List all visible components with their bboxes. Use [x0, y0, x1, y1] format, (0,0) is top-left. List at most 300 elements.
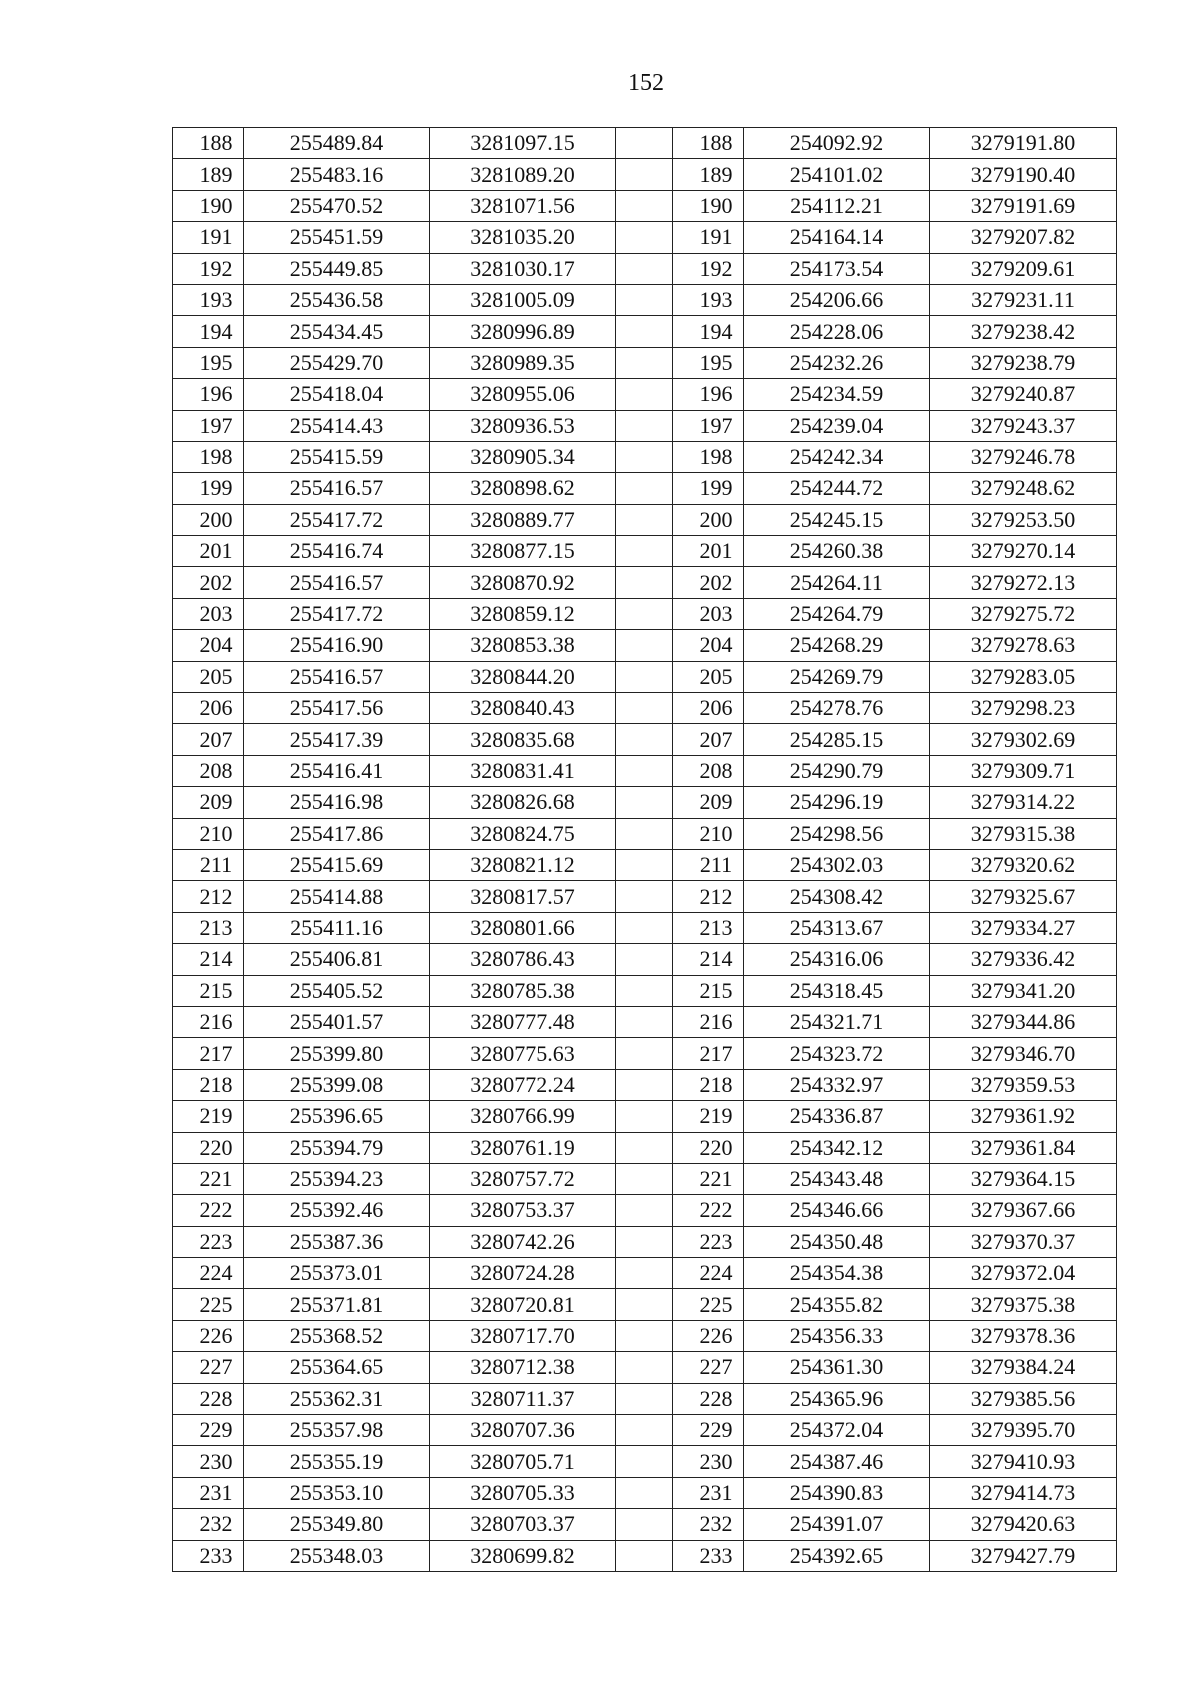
- right-y-coordinate: 3279272.13: [930, 567, 1117, 598]
- left-x-coordinate: 255451.59: [244, 222, 430, 253]
- table-row: [173, 253, 1117, 284]
- left-y-coordinate: 3280786.43: [430, 944, 616, 975]
- right-x-coordinate: 254361.30: [744, 1352, 930, 1383]
- right-y-coordinate: 3279315.38: [930, 818, 1117, 849]
- right-x-coordinate: 254387.46: [744, 1446, 930, 1477]
- left-y-coordinate: 3280753.37: [430, 1195, 616, 1226]
- right-x-coordinate: 254232.26: [744, 347, 930, 378]
- left-point-number: 225: [173, 1289, 244, 1320]
- left-y-coordinate: 3280889.77: [430, 504, 616, 535]
- left-x-coordinate: 255416.41: [244, 755, 430, 786]
- right-y-coordinate: 3279309.71: [930, 755, 1117, 786]
- left-x-coordinate: 255417.72: [244, 504, 430, 535]
- table-row: [173, 881, 1117, 912]
- left-x-coordinate: 255416.74: [244, 536, 430, 567]
- right-x-coordinate: 254239.04: [744, 410, 930, 441]
- right-point-number: 211: [673, 849, 744, 880]
- left-x-coordinate: 255353.10: [244, 1477, 430, 1508]
- coordinates-table-body: [173, 128, 1117, 1572]
- left-x-coordinate: 255417.86: [244, 818, 430, 849]
- right-point-number: 232: [673, 1509, 744, 1540]
- right-x-coordinate: 254355.82: [744, 1289, 930, 1320]
- left-point-number: 220: [173, 1132, 244, 1163]
- table-row: [173, 1069, 1117, 1100]
- left-point-number: 200: [173, 504, 244, 535]
- spacer-cell: [616, 536, 673, 567]
- table-row: [173, 1006, 1117, 1037]
- left-x-coordinate: 255399.08: [244, 1069, 430, 1100]
- left-x-coordinate: 255418.04: [244, 379, 430, 410]
- right-point-number: 221: [673, 1163, 744, 1194]
- right-y-coordinate: 3279248.62: [930, 473, 1117, 504]
- table-row: [173, 1320, 1117, 1351]
- right-x-coordinate: 254308.42: [744, 881, 930, 912]
- right-x-coordinate: 254354.38: [744, 1258, 930, 1289]
- right-y-coordinate: 3279410.93: [930, 1446, 1117, 1477]
- left-y-coordinate: 3280766.99: [430, 1101, 616, 1132]
- spacer-cell: [616, 222, 673, 253]
- spacer-cell: [616, 755, 673, 786]
- right-x-coordinate: 254343.48: [744, 1163, 930, 1194]
- spacer-cell: [616, 1069, 673, 1100]
- right-x-coordinate: 254285.15: [744, 724, 930, 755]
- spacer-cell: [616, 159, 673, 190]
- left-y-coordinate: 3280707.36: [430, 1415, 616, 1446]
- spacer-cell: [616, 128, 673, 159]
- left-point-number: 232: [173, 1509, 244, 1540]
- left-x-coordinate: 255399.80: [244, 1038, 430, 1069]
- right-y-coordinate: 3279334.27: [930, 912, 1117, 943]
- right-point-number: 189: [673, 159, 744, 190]
- right-x-coordinate: 254101.02: [744, 159, 930, 190]
- right-y-coordinate: 3279361.84: [930, 1132, 1117, 1163]
- right-point-number: 207: [673, 724, 744, 755]
- right-point-number: 217: [673, 1038, 744, 1069]
- right-y-coordinate: 3279240.87: [930, 379, 1117, 410]
- table-row: [173, 693, 1117, 724]
- left-y-coordinate: 3281005.09: [430, 284, 616, 315]
- right-point-number: 190: [673, 190, 744, 221]
- right-y-coordinate: 3279278.63: [930, 630, 1117, 661]
- right-x-coordinate: 254318.45: [744, 975, 930, 1006]
- right-x-coordinate: 254092.92: [744, 128, 930, 159]
- right-point-number: 203: [673, 598, 744, 629]
- right-y-coordinate: 3279302.69: [930, 724, 1117, 755]
- right-x-coordinate: 254290.79: [744, 755, 930, 786]
- spacer-cell: [616, 849, 673, 880]
- right-y-coordinate: 3279238.42: [930, 316, 1117, 347]
- left-x-coordinate: 255414.43: [244, 410, 430, 441]
- right-y-coordinate: 3279253.50: [930, 504, 1117, 535]
- right-y-coordinate: 3279372.04: [930, 1258, 1117, 1289]
- right-y-coordinate: 3279275.72: [930, 598, 1117, 629]
- right-x-coordinate: 254228.06: [744, 316, 930, 347]
- left-point-number: 223: [173, 1226, 244, 1257]
- left-y-coordinate: 3280835.68: [430, 724, 616, 755]
- left-point-number: 226: [173, 1320, 244, 1351]
- left-point-number: 230: [173, 1446, 244, 1477]
- right-x-coordinate: 254313.67: [744, 912, 930, 943]
- left-point-number: 188: [173, 128, 244, 159]
- left-point-number: 209: [173, 787, 244, 818]
- left-x-coordinate: 255355.19: [244, 1446, 430, 1477]
- right-point-number: 219: [673, 1101, 744, 1132]
- left-point-number: 199: [173, 473, 244, 504]
- right-point-number: 228: [673, 1383, 744, 1414]
- right-point-number: 215: [673, 975, 744, 1006]
- spacer-cell: [616, 944, 673, 975]
- right-x-coordinate: 254260.38: [744, 536, 930, 567]
- right-x-coordinate: 254173.54: [744, 253, 930, 284]
- left-x-coordinate: 255417.39: [244, 724, 430, 755]
- left-y-coordinate: 3280711.37: [430, 1383, 616, 1414]
- left-x-coordinate: 255416.90: [244, 630, 430, 661]
- left-y-coordinate: 3280870.92: [430, 567, 616, 598]
- left-point-number: 202: [173, 567, 244, 598]
- spacer-cell: [616, 1195, 673, 1226]
- left-point-number: 229: [173, 1415, 244, 1446]
- left-y-coordinate: 3280772.24: [430, 1069, 616, 1100]
- table-row: [173, 755, 1117, 786]
- right-point-number: 195: [673, 347, 744, 378]
- left-x-coordinate: 255417.56: [244, 693, 430, 724]
- spacer-cell: [616, 1446, 673, 1477]
- table-row: [173, 630, 1117, 661]
- right-point-number: 220: [673, 1132, 744, 1163]
- table-row: [173, 598, 1117, 629]
- left-point-number: 192: [173, 253, 244, 284]
- right-point-number: 225: [673, 1289, 744, 1320]
- right-y-coordinate: 3279325.67: [930, 881, 1117, 912]
- right-point-number: 198: [673, 441, 744, 472]
- left-point-number: 205: [173, 661, 244, 692]
- spacer-cell: [616, 1352, 673, 1383]
- right-point-number: 229: [673, 1415, 744, 1446]
- right-point-number: 223: [673, 1226, 744, 1257]
- table-row: [173, 975, 1117, 1006]
- left-point-number: 191: [173, 222, 244, 253]
- right-point-number: 192: [673, 253, 744, 284]
- table-row: [173, 410, 1117, 441]
- right-x-coordinate: 254356.33: [744, 1320, 930, 1351]
- table-row: [173, 1132, 1117, 1163]
- right-y-coordinate: 3279378.36: [930, 1320, 1117, 1351]
- right-y-coordinate: 3279336.42: [930, 944, 1117, 975]
- right-x-coordinate: 254350.48: [744, 1226, 930, 1257]
- right-y-coordinate: 3279427.79: [930, 1540, 1117, 1571]
- right-point-number: 204: [673, 630, 744, 661]
- left-y-coordinate: 3280775.63: [430, 1038, 616, 1069]
- spacer-cell: [616, 1101, 673, 1132]
- left-y-coordinate: 3281030.17: [430, 253, 616, 284]
- right-x-coordinate: 254332.97: [744, 1069, 930, 1100]
- table-row: [173, 818, 1117, 849]
- left-y-coordinate: 3280761.19: [430, 1132, 616, 1163]
- left-x-coordinate: 255349.80: [244, 1509, 430, 1540]
- spacer-cell: [616, 693, 673, 724]
- left-y-coordinate: 3281097.15: [430, 128, 616, 159]
- left-point-number: 204: [173, 630, 244, 661]
- spacer-cell: [616, 1258, 673, 1289]
- left-x-coordinate: 255489.84: [244, 128, 430, 159]
- table-row: [173, 1163, 1117, 1194]
- right-x-coordinate: 254242.34: [744, 441, 930, 472]
- left-x-coordinate: 255392.46: [244, 1195, 430, 1226]
- right-x-coordinate: 254245.15: [744, 504, 930, 535]
- left-point-number: 227: [173, 1352, 244, 1383]
- left-x-coordinate: 255416.57: [244, 473, 430, 504]
- right-x-coordinate: 254342.12: [744, 1132, 930, 1163]
- right-y-coordinate: 3279395.70: [930, 1415, 1117, 1446]
- left-x-coordinate: 255373.01: [244, 1258, 430, 1289]
- spacer-cell: [616, 661, 673, 692]
- right-point-number: 222: [673, 1195, 744, 1226]
- right-x-coordinate: 254392.65: [744, 1540, 930, 1571]
- left-point-number: 212: [173, 881, 244, 912]
- table-row: [173, 787, 1117, 818]
- left-point-number: 207: [173, 724, 244, 755]
- left-point-number: 195: [173, 347, 244, 378]
- right-x-coordinate: 254244.72: [744, 473, 930, 504]
- spacer-cell: [616, 567, 673, 598]
- spacer-cell: [616, 1477, 673, 1508]
- spacer-cell: [616, 1415, 673, 1446]
- right-y-coordinate: 3279346.70: [930, 1038, 1117, 1069]
- right-point-number: 213: [673, 912, 744, 943]
- left-point-number: 217: [173, 1038, 244, 1069]
- left-x-coordinate: 255401.57: [244, 1006, 430, 1037]
- table-row: [173, 316, 1117, 347]
- left-y-coordinate: 3281071.56: [430, 190, 616, 221]
- spacer-cell: [616, 975, 673, 1006]
- left-x-coordinate: 255417.72: [244, 598, 430, 629]
- right-y-coordinate: 3279191.80: [930, 128, 1117, 159]
- left-point-number: 190: [173, 190, 244, 221]
- right-x-coordinate: 254298.56: [744, 818, 930, 849]
- left-x-coordinate: 255415.59: [244, 441, 430, 472]
- right-x-coordinate: 254264.79: [744, 598, 930, 629]
- right-x-coordinate: 254206.66: [744, 284, 930, 315]
- right-y-coordinate: 3279209.61: [930, 253, 1117, 284]
- table-row: [173, 1477, 1117, 1508]
- right-point-number: 200: [673, 504, 744, 535]
- left-x-coordinate: 255411.16: [244, 912, 430, 943]
- left-y-coordinate: 3280712.38: [430, 1352, 616, 1383]
- left-point-number: 211: [173, 849, 244, 880]
- right-y-coordinate: 3279385.56: [930, 1383, 1117, 1414]
- right-point-number: 209: [673, 787, 744, 818]
- table-row: [173, 1195, 1117, 1226]
- left-y-coordinate: 3280831.41: [430, 755, 616, 786]
- right-x-coordinate: 254278.76: [744, 693, 930, 724]
- right-point-number: 196: [673, 379, 744, 410]
- left-point-number: 222: [173, 1195, 244, 1226]
- table-row: [173, 1258, 1117, 1289]
- right-x-coordinate: 254346.66: [744, 1195, 930, 1226]
- left-point-number: 208: [173, 755, 244, 786]
- spacer-cell: [616, 504, 673, 535]
- right-point-number: 197: [673, 410, 744, 441]
- right-x-coordinate: 254372.04: [744, 1415, 930, 1446]
- left-y-coordinate: 3280936.53: [430, 410, 616, 441]
- right-y-coordinate: 3279190.40: [930, 159, 1117, 190]
- left-point-number: 198: [173, 441, 244, 472]
- right-y-coordinate: 3279243.37: [930, 410, 1117, 441]
- right-x-coordinate: 254234.59: [744, 379, 930, 410]
- left-x-coordinate: 255416.57: [244, 661, 430, 692]
- spacer-cell: [616, 1289, 673, 1320]
- spacer-cell: [616, 818, 673, 849]
- left-point-number: 203: [173, 598, 244, 629]
- spacer-cell: [616, 316, 673, 347]
- left-point-number: 214: [173, 944, 244, 975]
- right-point-number: 210: [673, 818, 744, 849]
- spacer-cell: [616, 441, 673, 472]
- left-y-coordinate: 3280699.82: [430, 1540, 616, 1571]
- table-row: [173, 284, 1117, 315]
- right-y-coordinate: 3279246.78: [930, 441, 1117, 472]
- left-y-coordinate: 3280724.28: [430, 1258, 616, 1289]
- left-point-number: 206: [173, 693, 244, 724]
- left-y-coordinate: 3280720.81: [430, 1289, 616, 1320]
- spacer-cell: [616, 787, 673, 818]
- right-point-number: 191: [673, 222, 744, 253]
- left-y-coordinate: 3280859.12: [430, 598, 616, 629]
- right-point-number: 231: [673, 1477, 744, 1508]
- spacer-cell: [616, 473, 673, 504]
- table-row: [173, 1446, 1117, 1477]
- left-x-coordinate: 255364.65: [244, 1352, 430, 1383]
- right-y-coordinate: 3279283.05: [930, 661, 1117, 692]
- right-x-coordinate: 254391.07: [744, 1509, 930, 1540]
- spacer-cell: [616, 598, 673, 629]
- left-y-coordinate: 3280717.70: [430, 1320, 616, 1351]
- table-row: [173, 1415, 1117, 1446]
- right-point-number: 214: [673, 944, 744, 975]
- right-y-coordinate: 3279320.62: [930, 849, 1117, 880]
- right-point-number: 218: [673, 1069, 744, 1100]
- right-y-coordinate: 3279344.86: [930, 1006, 1117, 1037]
- right-y-coordinate: 3279384.24: [930, 1352, 1117, 1383]
- left-point-number: 201: [173, 536, 244, 567]
- table-row: [173, 724, 1117, 755]
- spacer-cell: [616, 410, 673, 441]
- right-point-number: 194: [673, 316, 744, 347]
- right-x-coordinate: 254164.14: [744, 222, 930, 253]
- spacer-cell: [616, 1320, 673, 1351]
- right-point-number: 199: [673, 473, 744, 504]
- right-y-coordinate: 3279414.73: [930, 1477, 1117, 1508]
- left-x-coordinate: 255387.36: [244, 1226, 430, 1257]
- table-row: [173, 1540, 1117, 1571]
- left-x-coordinate: 255470.52: [244, 190, 430, 221]
- table-row: [173, 912, 1117, 943]
- spacer-cell: [616, 1509, 673, 1540]
- left-y-coordinate: 3280817.57: [430, 881, 616, 912]
- right-x-coordinate: 254269.79: [744, 661, 930, 692]
- left-x-coordinate: 255414.88: [244, 881, 430, 912]
- table-row: [173, 1509, 1117, 1540]
- left-y-coordinate: 3281089.20: [430, 159, 616, 190]
- right-point-number: 208: [673, 755, 744, 786]
- left-x-coordinate: 255394.23: [244, 1163, 430, 1194]
- right-point-number: 202: [673, 567, 744, 598]
- left-y-coordinate: 3280877.15: [430, 536, 616, 567]
- spacer-cell: [616, 347, 673, 378]
- right-x-coordinate: 254112.21: [744, 190, 930, 221]
- right-point-number: 216: [673, 1006, 744, 1037]
- left-y-coordinate: 3280898.62: [430, 473, 616, 504]
- spacer-cell: [616, 912, 673, 943]
- left-point-number: 193: [173, 284, 244, 315]
- left-y-coordinate: 3280826.68: [430, 787, 616, 818]
- left-x-coordinate: 255416.57: [244, 567, 430, 598]
- spacer-cell: [616, 379, 673, 410]
- left-x-coordinate: 255394.79: [244, 1132, 430, 1163]
- page-number: 152: [628, 70, 664, 96]
- left-x-coordinate: 255406.81: [244, 944, 430, 975]
- left-point-number: 210: [173, 818, 244, 849]
- left-x-coordinate: 255483.16: [244, 159, 430, 190]
- left-x-coordinate: 255362.31: [244, 1383, 430, 1414]
- right-point-number: 188: [673, 128, 744, 159]
- left-y-coordinate: 3281035.20: [430, 222, 616, 253]
- left-x-coordinate: 255436.58: [244, 284, 430, 315]
- right-x-coordinate: 254264.11: [744, 567, 930, 598]
- left-point-number: 213: [173, 912, 244, 943]
- spacer-cell: [616, 881, 673, 912]
- left-point-number: 228: [173, 1383, 244, 1414]
- right-x-coordinate: 254365.96: [744, 1383, 930, 1414]
- left-y-coordinate: 3280844.20: [430, 661, 616, 692]
- spacer-cell: [616, 190, 673, 221]
- left-y-coordinate: 3280989.35: [430, 347, 616, 378]
- table-row: [173, 1289, 1117, 1320]
- table-row: [173, 441, 1117, 472]
- spacer-cell: [616, 1163, 673, 1194]
- spacer-cell: [616, 1383, 673, 1414]
- left-point-number: 194: [173, 316, 244, 347]
- left-y-coordinate: 3280785.38: [430, 975, 616, 1006]
- right-x-coordinate: 254321.71: [744, 1006, 930, 1037]
- left-y-coordinate: 3280703.37: [430, 1509, 616, 1540]
- spacer-cell: [616, 1006, 673, 1037]
- table-row: [173, 944, 1117, 975]
- left-y-coordinate: 3280757.72: [430, 1163, 616, 1194]
- table-row: [173, 536, 1117, 567]
- table-row: [173, 567, 1117, 598]
- left-point-number: 231: [173, 1477, 244, 1508]
- right-y-coordinate: 3279298.23: [930, 693, 1117, 724]
- right-y-coordinate: 3279367.66: [930, 1195, 1117, 1226]
- table-row: [173, 1352, 1117, 1383]
- right-point-number: 224: [673, 1258, 744, 1289]
- right-x-coordinate: 254390.83: [744, 1477, 930, 1508]
- right-point-number: 193: [673, 284, 744, 315]
- left-y-coordinate: 3280705.33: [430, 1477, 616, 1508]
- spacer-cell: [616, 1540, 673, 1571]
- left-x-coordinate: 255415.69: [244, 849, 430, 880]
- spacer-cell: [616, 1132, 673, 1163]
- left-point-number: 218: [173, 1069, 244, 1100]
- spacer-cell: [616, 1038, 673, 1069]
- left-point-number: 215: [173, 975, 244, 1006]
- left-y-coordinate: 3280777.48: [430, 1006, 616, 1037]
- right-y-coordinate: 3279370.37: [930, 1226, 1117, 1257]
- right-y-coordinate: 3279191.69: [930, 190, 1117, 221]
- left-x-coordinate: 255371.81: [244, 1289, 430, 1320]
- left-point-number: 224: [173, 1258, 244, 1289]
